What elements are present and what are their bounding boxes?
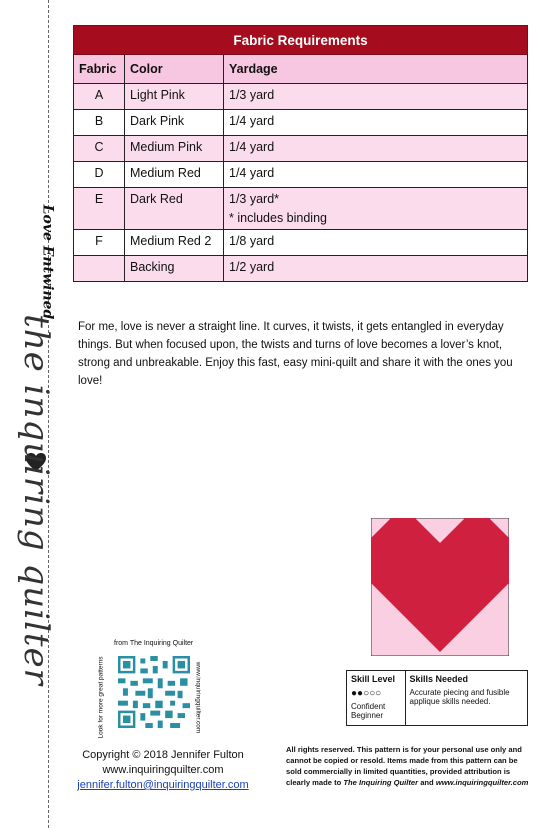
fabric-color: Dark Red bbox=[125, 188, 224, 230]
skills-needed-text: Accurate piecing and fusible applique skills needed. bbox=[409, 688, 510, 706]
fabric-id: A bbox=[74, 84, 125, 110]
copyright-block bbox=[58, 748, 268, 793]
skill-level-column bbox=[347, 671, 406, 725]
fabric-color: Medium Pink bbox=[125, 136, 224, 162]
fabric-yardage: 1/4 yard bbox=[224, 162, 528, 188]
skills-needed-heading: Skills Needed bbox=[409, 674, 469, 684]
table-row bbox=[74, 84, 528, 110]
table-row bbox=[74, 136, 528, 162]
rights-text-a: All rights reserved. This pattern is for your personal use only and cannot be copied or resold. Items made from this pattern can be sold commercially in limited quantities, provided attribution is clearly made to bbox=[286, 745, 522, 787]
email-link[interactable]: jennifer.fulton@inquiringquilter.com bbox=[77, 779, 249, 791]
column-header-yardage: Yardage bbox=[224, 55, 528, 84]
table-row bbox=[74, 256, 528, 282]
fabric-id: C bbox=[74, 136, 125, 162]
rights-text-b: and bbox=[418, 778, 436, 787]
table-row bbox=[74, 162, 528, 188]
qr-caption-top: from The Inquiring Quilter bbox=[114, 640, 194, 647]
rights-notice bbox=[286, 744, 531, 788]
qr-code-section bbox=[97, 640, 212, 740]
fabric-yardage: 1/4 yard bbox=[224, 110, 528, 136]
fabric-yardage: 1/2 yard bbox=[224, 256, 528, 282]
heart-quilt-block-image bbox=[371, 518, 509, 656]
table-title: Fabric Requirements bbox=[74, 26, 528, 55]
fabric-yardage-cell bbox=[224, 188, 528, 230]
table-row bbox=[74, 188, 528, 230]
fabric-yardage: 1/3 yard* bbox=[229, 192, 280, 206]
skills-box bbox=[346, 670, 528, 726]
fabric-yardage: 1/3 yard bbox=[224, 84, 528, 110]
fabric-color: Backing bbox=[125, 256, 224, 282]
fabric-yardage: 1/4 yard bbox=[224, 136, 528, 162]
intro-paragraph: For me, love is never a straight line. It curves, it twists, it gets entangled in everyday things. But when focused upon, the twists and turns of love becomes a lover’s knot, strong and unbreakable. Enjoy this fast, easy mini-quilt and share it with the ones you love! bbox=[78, 320, 513, 387]
column-header-color: Color bbox=[125, 55, 224, 84]
qr-code-icon[interactable] bbox=[118, 656, 190, 728]
rights-brand-name: The Inquiring Quilter bbox=[343, 778, 419, 787]
skills-needed-column bbox=[406, 671, 527, 725]
qr-caption-left: Look for more great patterns bbox=[97, 656, 105, 739]
copyright-line: Copyright © 2018 Jennifer Fulton bbox=[82, 749, 244, 761]
rights-website: www.inquiringquilter.com bbox=[435, 778, 529, 787]
table-row bbox=[74, 230, 528, 256]
fabric-id: D bbox=[74, 162, 125, 188]
spine-pattern-title: Love Entwined bbox=[39, 204, 56, 320]
fabric-id: E bbox=[74, 188, 125, 230]
fabric-requirements-table bbox=[73, 25, 528, 282]
table-row bbox=[74, 110, 528, 136]
skill-level-dots: ●●○○○ bbox=[351, 688, 382, 699]
fabric-color: Medium Red bbox=[125, 162, 224, 188]
fabric-yardage: 1/8 yard bbox=[224, 230, 528, 256]
qr-caption-right: www.inquiringquilter.com bbox=[194, 661, 202, 734]
skill-level-value: Confident Beginner bbox=[351, 702, 386, 720]
fabric-color: Light Pink bbox=[125, 84, 224, 110]
fabric-id bbox=[74, 256, 125, 282]
fabric-color: Dark Pink bbox=[125, 110, 224, 136]
fabric-color: Medium Red 2 bbox=[125, 230, 224, 256]
binding-note: * includes binding bbox=[229, 211, 327, 225]
spine-brand-logo: the inquiring quilter bbox=[16, 314, 56, 686]
skill-level-heading: Skill Level bbox=[351, 674, 396, 684]
column-header-fabric: Fabric bbox=[74, 55, 125, 84]
fabric-id: B bbox=[74, 110, 125, 136]
fabric-id: F bbox=[74, 230, 125, 256]
website-text: www.inquiringquilter.com bbox=[102, 764, 224, 776]
